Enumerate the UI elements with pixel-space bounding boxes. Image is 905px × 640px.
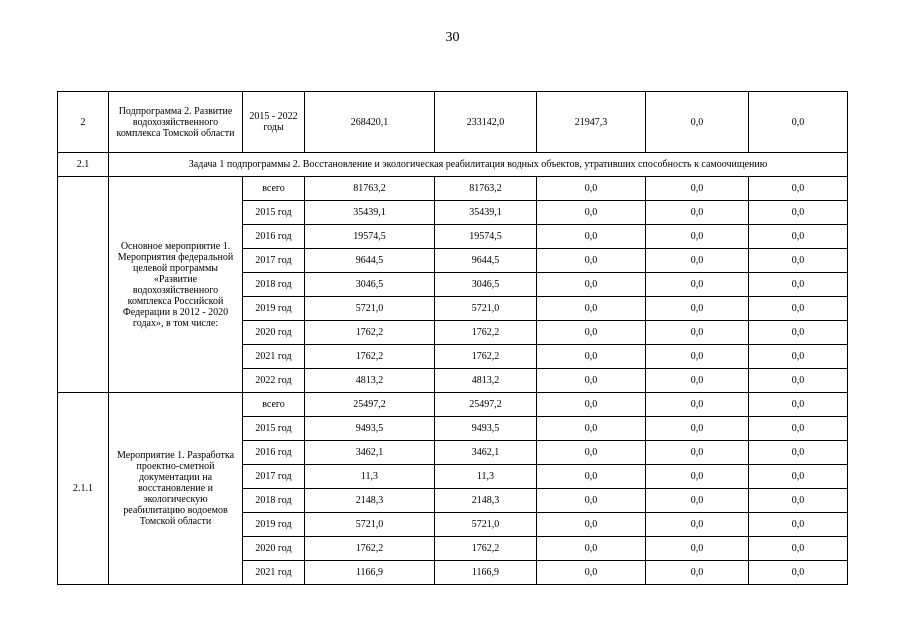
period-cell: 2021 год [243,561,305,585]
value-cell: 0,0 [749,177,848,201]
event-name: Мероприятие 1. Разработка проектно-сметной документации на восстановление и экологическую реабилитацию водоемов Томской области [109,393,243,585]
value-cell: 0,0 [646,513,749,537]
value-cell: 0,0 [749,393,848,417]
value-cell: 0,0 [646,92,749,153]
value-cell: 268420,1 [305,92,435,153]
value-cell: 0,0 [646,201,749,225]
value-cell: 0,0 [537,417,646,441]
value-cell: 11,3 [435,465,537,489]
value-cell: 5721,0 [435,297,537,321]
value-cell: 1762,2 [305,321,435,345]
event-name: Основное мероприятие 1. Мероприятия федеральной целевой программы «Развитие водохозяйственного комплекса Российской Федерации в 2012 - 2020 годах», в том числе: [109,177,243,393]
value-cell: 5721,0 [435,513,537,537]
row-number: 2.1.1 [58,393,109,585]
value-cell: 0,0 [646,369,749,393]
period-cell: 2021 год [243,345,305,369]
value-cell: 0,0 [749,249,848,273]
value-cell: 5721,0 [305,297,435,321]
period-cell: 2016 год [243,225,305,249]
page-number: 30 [445,30,460,45]
period-cell: 2017 год [243,249,305,273]
value-cell: 4813,2 [435,369,537,393]
value-cell: 21947,3 [537,92,646,153]
period-cell: 2015 - 2022 годы [243,92,305,153]
value-cell: 0,0 [537,537,646,561]
value-cell: 9493,5 [435,417,537,441]
row-number [58,177,109,393]
value-cell: 1166,9 [435,561,537,585]
value-cell: 0,0 [537,297,646,321]
value-cell: 0,0 [749,417,848,441]
period-cell: 2020 год [243,537,305,561]
value-cell: 0,0 [537,249,646,273]
value-cell: 0,0 [646,273,749,297]
subprogram-row [58,92,848,153]
value-cell: 2148,3 [435,489,537,513]
value-cell: 0,0 [646,177,749,201]
value-cell: 0,0 [749,297,848,321]
value-cell: 0,0 [646,417,749,441]
value-cell: 35439,1 [435,201,537,225]
task-text: Задача 1 подпрограммы 2. Восстановление и экологическая реабилитация водных объектов, утративших способность к самоочищению [109,153,848,177]
period-cell: 2019 год [243,513,305,537]
value-cell: 0,0 [749,201,848,225]
value-cell: 0,0 [537,225,646,249]
value-cell: 81763,2 [305,177,435,201]
financing-table [57,91,848,585]
value-cell: 11,3 [305,465,435,489]
value-cell: 0,0 [749,92,848,153]
value-cell: 1762,2 [305,345,435,369]
value-cell: 0,0 [749,273,848,297]
row-number: 2.1 [58,153,109,177]
value-cell: 0,0 [646,345,749,369]
value-cell: 3046,5 [435,273,537,297]
value-cell: 0,0 [749,561,848,585]
period-cell: 2019 год [243,297,305,321]
value-cell: 0,0 [749,513,848,537]
value-cell: 35439,1 [305,201,435,225]
value-cell: 0,0 [646,537,749,561]
value-cell: 3462,1 [435,441,537,465]
value-cell: 0,0 [646,297,749,321]
value-cell: 0,0 [646,249,749,273]
value-cell: 0,0 [749,441,848,465]
period-cell: 2018 год [243,489,305,513]
value-cell: 25497,2 [305,393,435,417]
value-cell: 2148,3 [305,489,435,513]
value-cell: 9644,5 [305,249,435,273]
value-cell: 1762,2 [435,537,537,561]
value-cell: 0,0 [749,369,848,393]
value-cell: 0,0 [537,369,646,393]
period-cell: 2015 год [243,201,305,225]
row-number: 2 [58,92,109,153]
value-cell: 9493,5 [305,417,435,441]
period-cell: 2016 год [243,441,305,465]
value-cell: 0,0 [646,441,749,465]
value-cell: 25497,2 [435,393,537,417]
subprogram-name: Подпрограмма 2. Развитие водохозяйственного комплекса Томской области [109,92,243,153]
value-cell: 0,0 [537,273,646,297]
value-cell: 0,0 [537,513,646,537]
value-cell: 1762,2 [435,345,537,369]
value-cell: 0,0 [646,225,749,249]
value-cell: 0,0 [537,465,646,489]
value-cell: 81763,2 [435,177,537,201]
period-cell: 2018 год [243,273,305,297]
value-cell: 9644,5 [435,249,537,273]
value-cell: 0,0 [537,177,646,201]
value-cell: 0,0 [749,321,848,345]
period-cell: всего [243,393,305,417]
value-cell: 4813,2 [305,369,435,393]
table-row [58,393,848,417]
value-cell: 0,0 [749,489,848,513]
value-cell: 0,0 [749,537,848,561]
value-cell: 5721,0 [305,513,435,537]
value-cell: 0,0 [537,489,646,513]
value-cell: 0,0 [646,393,749,417]
value-cell: 0,0 [646,465,749,489]
table-row [58,177,848,201]
value-cell: 0,0 [537,345,646,369]
value-cell: 0,0 [646,561,749,585]
period-cell: 2015 год [243,417,305,441]
value-cell: 3462,1 [305,441,435,465]
value-cell: 19574,5 [435,225,537,249]
value-cell: 233142,0 [435,92,537,153]
value-cell: 1762,2 [435,321,537,345]
value-cell: 0,0 [646,489,749,513]
value-cell: 0,0 [749,345,848,369]
value-cell: 0,0 [749,225,848,249]
value-cell: 0,0 [537,441,646,465]
value-cell: 1762,2 [305,537,435,561]
value-cell: 19574,5 [305,225,435,249]
value-cell: 1166,9 [305,561,435,585]
value-cell: 0,0 [537,201,646,225]
period-cell: 2022 год [243,369,305,393]
value-cell: 0,0 [537,561,646,585]
period-cell: всего [243,177,305,201]
value-cell: 0,0 [537,393,646,417]
value-cell: 0,0 [537,321,646,345]
period-cell: 2020 год [243,321,305,345]
value-cell: 3046,5 [305,273,435,297]
period-cell: 2017 год [243,465,305,489]
task-row [58,153,848,177]
value-cell: 0,0 [646,321,749,345]
value-cell: 0,0 [749,465,848,489]
